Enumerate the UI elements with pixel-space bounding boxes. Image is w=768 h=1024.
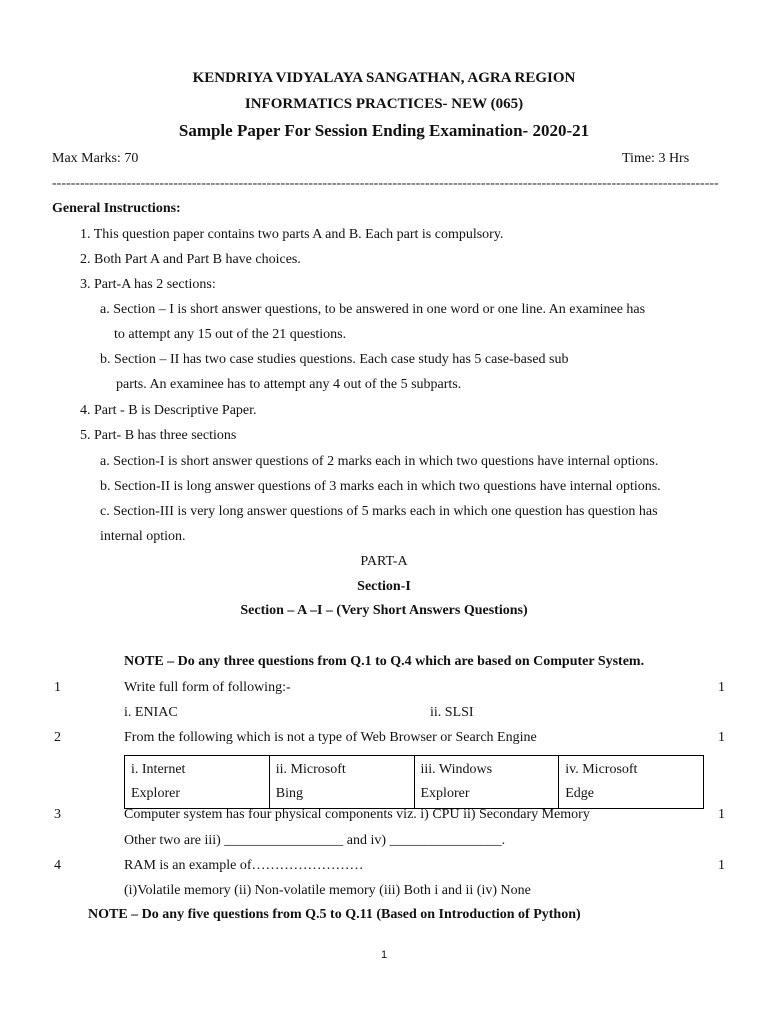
option-cell: iii. Windows Explorer	[414, 756, 559, 809]
instruction-item: 1. This question paper contains two parts A and B. Each part is compulsory.	[80, 227, 504, 242]
instruction-item: b. Section-II is long answer questions of 3 marks each in which two questions have internal options.	[100, 479, 661, 494]
option-cell: ii. Microsoft Bing	[269, 756, 414, 809]
question-marks: 1	[718, 807, 725, 822]
section-heading: Section-I	[357, 579, 411, 594]
instruction-item: b. Section – II has two case studies questions. Each case study has 5 case-based sub	[100, 352, 569, 367]
question-text-continued: Other two are iii) _________________ and iv) ________________.	[124, 833, 506, 848]
options-table	[124, 755, 704, 809]
question-number: 2	[54, 730, 61, 745]
instruction-item: 2. Both Part A and Part B have choices.	[80, 252, 301, 267]
instruction-item: 4. Part - B is Descriptive Paper.	[80, 403, 257, 418]
instruction-item: 5. Part- B has three sections	[80, 428, 237, 443]
option-cell: i. Internet Explorer	[125, 756, 270, 809]
paper-title: Sample Paper For Session Ending Examination- 2020-21	[178, 121, 590, 140]
max-marks: Max Marks: 70	[52, 151, 139, 166]
question-option: ii. SLSI	[430, 705, 474, 720]
instruction-item: a. Section-I is short answer questions of 2 marks each in which two questions have internal options.	[100, 454, 659, 469]
question-marks: 1	[718, 730, 725, 745]
question-text: RAM is an example of……………………	[124, 858, 364, 873]
part-heading: PART-A	[360, 554, 408, 569]
note-computer-system: NOTE – Do any three questions from Q.1 to Q.4 which are based on Computer System.	[124, 654, 645, 669]
section-title: Section – A –I – (Very Short Answers Questions)	[240, 603, 528, 618]
question-number: 4	[54, 858, 61, 873]
question-number: 1	[54, 680, 61, 695]
question-text: Write full form of following:-	[124, 680, 291, 695]
page-number: 1	[380, 949, 388, 961]
question-marks: 1	[718, 858, 725, 873]
instruction-item: to attempt any 15 out of the 21 questions.	[114, 327, 347, 342]
subject-title: INFORMATICS PRACTICES- NEW (065)	[244, 96, 524, 112]
org-title: KENDRIYA VIDYALAYA SANGATHAN, AGRA REGION	[192, 70, 576, 86]
question-option: i. ENIAC	[124, 705, 178, 720]
instruction-item: parts. An examinee has to attempt any 4 out of the 5 subparts.	[116, 377, 462, 392]
question-options: (i)Volatile memory (ii) Non-volatile memory (iii) Both i and ii (iv) None	[124, 883, 531, 898]
separator-line: -----------------------------------------------------------------------------------------------------------------------------------------------	[52, 176, 719, 191]
instruction-item: 3. Part-A has 2 sections:	[80, 277, 216, 292]
time-allowed: Time: 3 Hrs	[622, 151, 690, 166]
option-cell: iv. Microsoft Edge	[559, 756, 704, 809]
instruction-item: a. Section – I is short answer questions, to be answered in one word or one line. An examinee has	[100, 302, 646, 317]
question-marks: 1	[718, 680, 725, 695]
note-python: NOTE – Do any five questions from Q.5 to Q.11 (Based on Introduction of Python)	[88, 907, 581, 922]
question-text: Computer system has four physical components viz. i) CPU ii) Secondary Memory	[124, 807, 590, 822]
instruction-item: internal option.	[100, 529, 186, 544]
question-text: From the following which is not a type of Web Browser or Search Engine	[124, 730, 537, 745]
instructions-heading: General Instructions:	[52, 201, 181, 216]
question-number: 3	[54, 807, 61, 822]
instruction-item: c. Section-III is very long answer questions of 5 marks each in which one question has question has	[100, 504, 658, 519]
